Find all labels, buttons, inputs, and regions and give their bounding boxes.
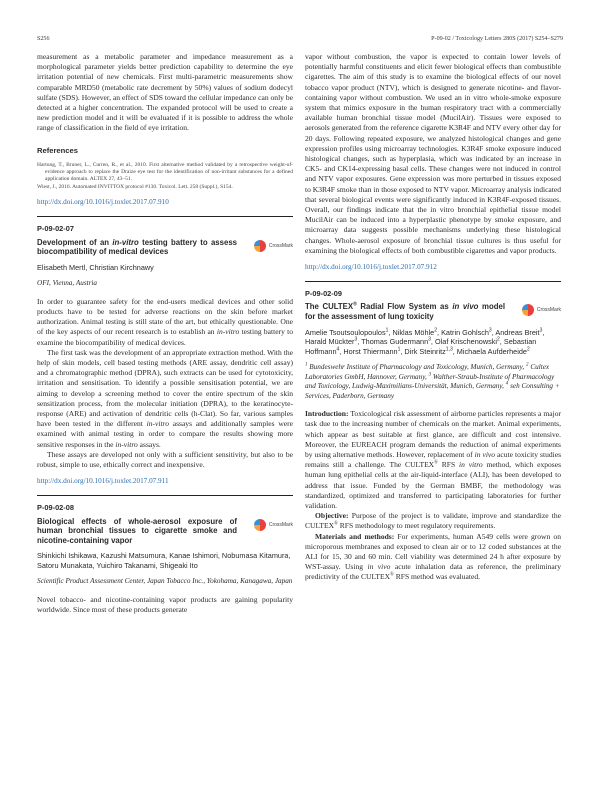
abstract-paragraph-introduction: Introduction: Toxicological risk assessment of airborne particles represents a major task due to the increasing number of chemicals on the market. Animal experiments, which appear as best suitable at first glance, are difficult and cost intensive. Moreover, the EUREACH program demands the reduction of animal experiments by using alternative methods. However, replacement of in vivo acute toxicity studies remains still a challenge. The CULTEX® RFS in vitro method, which exposes human lung epithelial cells at the air-liquid-interface (ALI), has been developed to address that issue. Funded by the German BMBF, the methodology was standardized, optimized and transferred to participating laboratories for further validation. xyxy=(305,409,562,510)
left-column xyxy=(37,52,293,615)
page-number: S256 xyxy=(37,36,50,42)
author-list: Elisabeth Mertl, Christian Kirchnawy xyxy=(37,262,154,272)
reference-item: Wiest, J., 2016. Automated INVITTOX protocol #130. Toxicol. Lett. 258 (Suppl.), S154. xyxy=(37,184,233,191)
crossmark-label: CrossMark xyxy=(536,307,561,314)
abstract-title: The CULTEX® Radial Flow System as in vivo model for the assessment of lung toxicity xyxy=(305,301,505,322)
abstract-paragraph: In order to guarantee safety for the end-users medical devices and other solid products have to be tested for adverse reactions on the skin before market authorization. Animal testing is still state of the art, but ethically questionable. One of the key aspects of our recent research is to establish an in-vitro testing battery to examine the biocompatibility of medical devices. xyxy=(37,296,293,347)
abstract-paragraph: The first task was the development of an appropriate extraction method. With the help of skin models, cell based testing methods (ARE assay, dendritic cell assay) and a chromatographic method (DPRA), such extracts can be used for cytotoxicity, irritation and sensitisation. To identify a possible sensitisation potential, we are aiming to develop a screening method to cover the entire spectrum of the skin sensitization process, from the molecular initiation (DPRA), to the keratinocyte-response (ARE) and activation of dendritic cells (h-Clat). So far, various samples have been tested in the different in-vitro assays and additionally samples were examined with animal testing in order to compare the results showing more sensitive responses in the in-vitro assays. xyxy=(37,347,293,449)
affiliation: $^1$ Bundeswehr Institute of Pharmacology and Toxicology, Munich, Germany, $^2$ Cultex Laboratories GmbH, Hannover, Germany, $^3$ Walther-Straub-Institute of Pharmacology and Toxicology, Ludwig-Maximilians-Universität, Munich, Germany, $^4$ seh Consulting + Services, Paderborn, Germany xyxy=(305,362,560,400)
reference-item: Hartung, T., Bruner, L., Curren, R., et al., 2010. First alternative method validated by a retrospective weight-of-evidence approach to replace the Draize eye test for the identification of non-irritant substances for a defined application domain. ALTEX 27, 43–51. xyxy=(37,161,293,183)
abstract-title: Development of an in-vitro testing battery to assess biocompatibility of medical devices xyxy=(37,237,237,257)
section-divider xyxy=(37,216,293,217)
crossmark-icon xyxy=(254,240,266,252)
author-list: Shinkichi Ishikawa, Kazushi Matsumura, Kanae Ishimori, Nobumasa Kitamura, Satoru Munakata, Yuichiro Takanami, Shigeaki Ito xyxy=(37,551,291,570)
abstract-paragraph: These assays are developed not only with a sufficient sensitivity, but also to be robust, simple to use, ethically correct and inexpensive. xyxy=(37,449,293,470)
abstract-paragraph: Novel tobacco- and nicotine-containing vapor products are gaining popularity worldwide. Since most of these products generate xyxy=(37,594,293,615)
crossmark-icon xyxy=(254,519,266,531)
abstract-header xyxy=(37,517,293,546)
abstract-p-09-02-09 xyxy=(305,289,561,582)
abstract-p-09-02-08 xyxy=(37,503,293,615)
abstract-title: Biological effects of whole-aerosol exposure of human bronchial tissues to cigarette smoke and nicotine-containing vapor xyxy=(37,516,237,545)
doi-link[interactable]: http://dx.doi.org/10.1016/j.toxlet.2017.07.911 xyxy=(37,477,169,486)
abstract-header xyxy=(305,302,561,321)
reference-list xyxy=(37,162,293,191)
abstract-id: P-09-02-07 xyxy=(37,224,74,234)
affiliation: Scientific Product Assessment Center, Japan Tobacco Inc., Yokohama, Kanagawa, Japan xyxy=(37,577,293,586)
crossmark-badge[interactable] xyxy=(254,240,293,252)
affiliation: OFI, Vienna, Austria xyxy=(37,279,98,288)
abstract-id: P-09-02-09 xyxy=(305,289,342,299)
crossmark-icon xyxy=(522,304,534,316)
abstract-header xyxy=(37,238,293,257)
abstract-paragraph-methods: Materials and methods: For experiments, human A549 cells were grown on microporous membranes and exposed to clean air or to 12 coded substances at the ALI for 15, 30 and 60 min. Cell viability was determined 24 h after exposure by WST-assay. Using in vivo acute inhalation data as reference, the preliminary predictivity of the CULTEX® RFS method was evaluated. xyxy=(305,531,561,582)
crossmark-label: CrossMark xyxy=(268,242,293,249)
right-column xyxy=(305,52,561,583)
section-divider xyxy=(305,281,561,282)
crossmark-label: CrossMark xyxy=(268,521,293,528)
crossmark-badge[interactable] xyxy=(254,519,293,531)
references-heading: References xyxy=(37,145,78,155)
doi-link[interactable]: http://dx.doi.org/10.1016/j.toxlet.2017.07.912 xyxy=(305,263,437,272)
abstract-paragraph-objective: Objective: Purpose of the project is to validate, improve and standardize the CULTEX® RFS methodology to meet regulatory requirements. xyxy=(305,511,561,531)
previous-abstract-end: measurement as a metabolic parameter and impedance measurement as a morphological parameter yields better prediction capability to determine the eye irritation potential of new chemicals. First multi-parametric measurements show comparable MRD50 (metabolic rate decrement by 50%) values of sodium dodecyl sulfate (SDS). However, an effect of SDS toward the cellular impedance can only be detected at a higher concentration. The expanded protocol will be used to create a new prediction model and it will be evaluated if it is possible to address the whole range of classification in the field of eye irritation. xyxy=(37,52,293,133)
abstract-paragraph-continued: vapor without combustion, the vapor is expected to contain lower levels of potentially harmful constituents and elicit fewer biological effects than combustible cigarettes. The aim of this study is to examine the biological effects of our novel tobacco vapor product (NTV), which is designed to generate nicotine- and flavor-containing vapor without combustion. We used an in vitro whole-smoke exposure system that mimics exposure in the human respiratory tract with a commercially available human bronchial tissue model (MucilAir). Tissues were exposed to aerosols generated from the reference cigarette K3R4F and NTV every other day for 20 days. Following repeated exposure, we analyzed histological changes and gene expression profiles using microarray technologies. K3R4F smoke exposure induced histological changes, such as hyperplasia, which was indicated by an increase in CK5- and CK14-expressing basal cells. These changes were not induced in control and NTV vapor exposures. Gene expression was more perturbed in tissues exposed to K3R4F smoke than in those exposed to NTV vapor. Microarray analysis indicated that several biological events were significantly induced in K3R4F-exposed tissues. Overall, our findings indicate that the in vitro bronchial epithelial tissue model MucilAir can be induced into a hyperplastic phenotype by smoke exposure, and microarray data suggests possible mechanisms underlying these histological changes. Whole-aerosol exposure of bronchial tissue cultures is thus useful for examining the biological effects of both combustible cigarettes and vapor products. xyxy=(305,52,561,255)
author-list: Amelie Tsoutsoulopoulos$^1$, Niklas Möhle$^2$, Katrin Gohlsch$^3$, Andreas Breit$^3$, Harald Mückter$^3$, Thomas Gudermann$^3$, Olaf Krischenowski$^2$, Sebastian Hoffmann$^4$, Horst Thiermann$^1$, Dirk Steinritz$^{1,3}$, Michaela Aufderheide$^2$ xyxy=(305,327,545,356)
doi-link[interactable]: http://dx.doi.org/10.1016/j.toxlet.2017.07.910 xyxy=(37,198,169,207)
abstract-p-09-02-07 xyxy=(37,224,293,486)
section-divider xyxy=(37,495,293,496)
abstract-id: P-09-02-08 xyxy=(37,503,74,513)
running-head: P-09-02 / Toxicology Letters 280S (2017) S254–S279 xyxy=(431,36,563,42)
crossmark-badge[interactable] xyxy=(522,304,561,316)
